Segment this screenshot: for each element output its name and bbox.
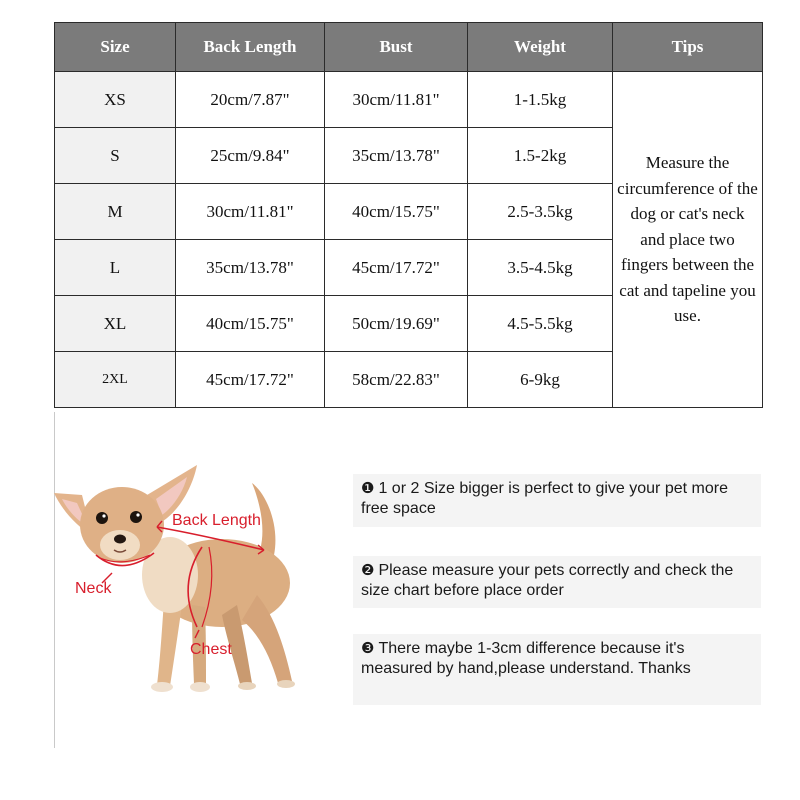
note-text: 1 or 2 Size bigger is perfect to give your pet more free space	[361, 480, 728, 517]
size-cell: L	[55, 240, 176, 296]
size-cell: 2XL	[55, 352, 176, 408]
size-cell: XL	[55, 296, 176, 352]
weight-cell: 4.5-5.5kg	[468, 296, 613, 352]
bust-cell: 30cm/11.81"	[325, 72, 468, 128]
size-cell: S	[55, 128, 176, 184]
number-three-icon: ❸	[361, 640, 375, 657]
table-row	[55, 72, 763, 128]
back-length-cell: 35cm/13.78"	[176, 240, 325, 296]
size-cell: XS	[55, 72, 176, 128]
back-length-cell: 40cm/15.75"	[176, 296, 325, 352]
back-length-label: Back Length	[172, 512, 261, 529]
size-cell: M	[55, 184, 176, 240]
bust-cell: 35cm/13.78"	[325, 128, 468, 184]
header-size: Size	[55, 23, 176, 72]
chest-label: Chest	[190, 641, 232, 658]
bust-cell: 50cm/19.69"	[325, 296, 468, 352]
tips-cell: Measure the circumference of the dog or cat's neck and place two fingers between the cat and tapeline you use.	[613, 72, 763, 408]
bust-cell: 40cm/15.75"	[325, 184, 468, 240]
back-length-cell: 30cm/11.81"	[176, 184, 325, 240]
size-chart-table	[54, 22, 763, 408]
bust-cell: 58cm/22.83"	[325, 352, 468, 408]
note-text: There maybe 1-3cm difference because it's measured by hand,please understand. Thanks	[361, 640, 691, 677]
dog-measurement-illustration	[52, 455, 352, 700]
back-length-cell: 45cm/17.72"	[176, 352, 325, 408]
table-header-row	[55, 23, 763, 72]
neck-label: Neck	[75, 580, 112, 597]
bust-cell: 45cm/17.72"	[325, 240, 468, 296]
header-weight: Weight	[468, 23, 613, 72]
header-bust: Bust	[325, 23, 468, 72]
header-tips: Tips	[613, 23, 763, 72]
weight-cell: 3.5-4.5kg	[468, 240, 613, 296]
number-two-icon: ❷	[361, 562, 375, 579]
note-difference	[353, 634, 761, 705]
weight-cell: 2.5-3.5kg	[468, 184, 613, 240]
header-back-length: Back Length	[176, 23, 325, 72]
number-one-icon: ❶	[361, 480, 375, 497]
note-measure-correctly	[353, 556, 761, 608]
back-length-cell: 20cm/7.87"	[176, 72, 325, 128]
dog-icon	[52, 455, 352, 700]
weight-cell: 1-1.5kg	[468, 72, 613, 128]
weight-cell: 1.5-2kg	[468, 128, 613, 184]
note-text: Please measure your pets correctly and check the size chart before place order	[361, 562, 734, 599]
weight-cell: 6-9kg	[468, 352, 613, 408]
note-size-bigger	[353, 474, 761, 527]
back-length-cell: 25cm/9.84"	[176, 128, 325, 184]
